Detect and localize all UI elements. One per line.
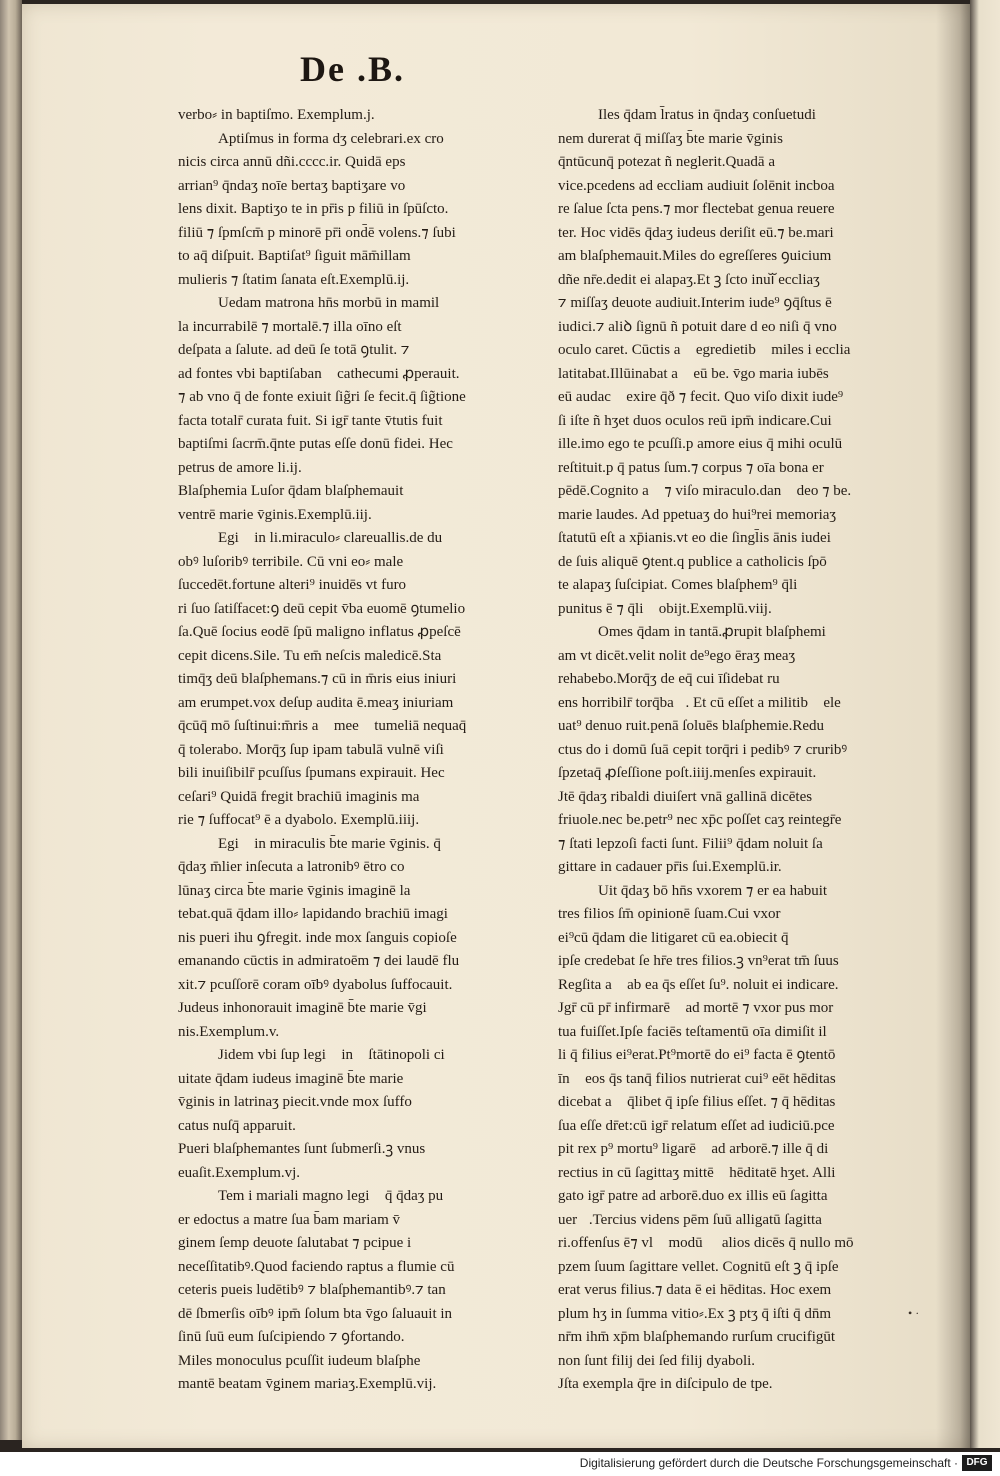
text-line: am blaſphemauit.Miles do egreſſeres ꝯuicium — [558, 248, 832, 264]
text-line: tebat.quā q̄dam illo⸗ lapidando brachiū imagi — [178, 906, 448, 922]
text-line: Egiᷓ in li.miraculo⸗ clareuallis.de du — [218, 530, 443, 546]
text-line: marie laudes. Ad ppetuaʒ do hui⁹rei memoriaʒ — [558, 506, 837, 523]
footer-credit: Digitalisierung gefördert durch die Deutsche Forschungsgemeinschaft · — [579, 1456, 958, 1470]
text-line: te alapaʒ ſuſcipiat. Comes blaſphem⁹ q̄liᷓ — [558, 577, 809, 593]
text-line: ſinū ſuū eum ſuſcipiendo ⁊ ꝯfortando. — [178, 1329, 405, 1345]
text-line: q̄cūq̄ mō ſuſtinui:m̄ris aᷓ mee ꝯtumeliā nequaq̄ — [178, 718, 467, 734]
text-line: non ſunt filij dei ſed filij dyaboli. — [558, 1352, 756, 1369]
text-line: ginem ſemp deuote ſalutabat ⁊ pcipue i — [178, 1235, 412, 1251]
text-line: iudici.⁊ aliꝺ ſignū ñ potuit dare d eo niſi q̄ vno — [558, 318, 837, 335]
text-line: Uit q̄daʒ bō hn̄s vxorem ⁊ er ea habuit — [598, 882, 828, 899]
text-line: oculo caret. Cūctis aᷓ egredietibꝰ miles i ecclia — [558, 342, 851, 358]
text-line: Iles q̄dam l̄ratus in q̄ndaʒ conſuetudi — [598, 107, 816, 123]
text-line: nem durerat q̄ miſſaʒ b̄te marie v̄ginis — [558, 130, 783, 147]
text-line: vice.pcedens ad eccliam audiuit ſolēnit incboa — [558, 177, 835, 194]
text-line: q̄ntūcunq̄ potezat ñ neglerit.Quadā aᷓ — [558, 154, 787, 170]
text-line: Blaſphemia Luſor q̄dam blaſphemauit — [178, 483, 404, 499]
text-line: Jtē q̄daʒ ribaldi diuiſert vnā gallinā dicētes — [558, 788, 813, 805]
text-line: reſtituit.p q̄ patus ſum.⁊ corpus ⁊ oīa bona er — [558, 459, 824, 476]
text-line: euaſit.Exemplum.vj. — [178, 1164, 301, 1181]
text-line: Tem i mariali magno legiᷓ q̄ q̄daʒ pu — [218, 1188, 444, 1204]
text-line: Aptiſmus in forma dʒ celebrari.ex cro — [218, 130, 444, 147]
text-line: Jgr̄ cū pr̄ infirmarēᷓ ad mortē ⁊ vxor pus mor — [558, 1000, 834, 1016]
text-line: erat verus filius.⁊ data ē ei hēditas. Hoc exem — [558, 1282, 832, 1298]
text-line: lūnaʒ circa b̄te marie v̄ginis imaginē la — [178, 882, 411, 899]
text-line: rehabebo.Morq̄ʒ de eq̄ cui īſidebat ru — [558, 671, 780, 687]
text-line: neceſſitatibꝰ.Quod faciendo raptus a flumie cū — [178, 1258, 455, 1275]
text-line: re ſalue ſcta pens.⁊ mor flectebat genua reuere — [558, 201, 835, 217]
text-line: petrus de amore li.ij. — [178, 459, 302, 476]
text-line: verbo⸗ in baptiſmo. Exemplum.j. — [178, 107, 375, 123]
text-line: pzem ſuum ſagittare vellet. Cognitū eſt ꝫ q̄ ipſe — [558, 1258, 839, 1275]
text-line: ceſari⁹ Quidā fregit brachiū imaginis ma — [178, 788, 420, 805]
text-line: cepit dicens.Sile. Tu em̄ neſcis maledicē.Sta — [178, 647, 442, 664]
text-line: bili inuiſibilr̄ pcuſſus ſpumans expirauit. Hec — [178, 765, 445, 781]
text-line: obꝰ luſoribꝰ terribile. Cū vni eo⸗ male — [178, 553, 404, 570]
text-line: Judeus inhonorauit imaginē b̄te marie v̄gi — [178, 1000, 427, 1016]
text-line: Egiᷓ in miraculis b̄te marie v̄ginis. q̄ — [218, 835, 441, 852]
text-line: ſa.Quē ſocius eodē ſpū maligno inflatus ꝓpeſcē — [178, 624, 461, 640]
text-line: ei⁹cū q̄dam die litigaret cū ea.obiecit q̄ — [558, 929, 789, 946]
text-line: pit rex p⁹ mortu⁹ ligarēᷓ ad arborē.⁊ ille q̄ di — [558, 1141, 829, 1157]
text-line: ventrē marie v̄ginis.Exemplū.iij. — [178, 506, 372, 523]
text-line: dē ſbmerſis oībꝰ ipm̄ ſolum bta v̄go ſaluauit in — [178, 1305, 453, 1322]
page-marks: • · — [908, 1306, 920, 1320]
text-line: gato igr̄ patre ad arborē.duo ex illis eū ſagitta — [558, 1188, 828, 1204]
text-line: mantē beatam v̄ginem mariaʒ.Exemplū.vij. — [178, 1376, 437, 1392]
text-line: īnᷓ eos q̄s tanq̄ filios nutrierat cui⁹ eēt hēditas — [558, 1070, 836, 1087]
text-line: Omes q̄dam in tantā.ꝓrupit blaſphemi — [598, 624, 826, 640]
text-line: punitus ē ⁊ q̄liᷓ obijt.Exemplū.viij. — [558, 600, 772, 617]
text-line: am erumpet.vox deſup audita ē.meaʒ iniuriam — [178, 694, 454, 711]
facing-page-edge — [970, 0, 1000, 1448]
text-line: ceteris pueis ludētibꝰ ⁊ blaſphemantibꝰ.⁊ tan — [178, 1282, 446, 1298]
text-line: er edoctus a matre ſua b̄am mariam v̄ — [178, 1211, 400, 1228]
text-line: Miles monoculus pcuſſit iudeum blaſphe — [178, 1352, 421, 1369]
text-line: uitate q̄dam iudeus imaginē b̄te marie — [178, 1070, 404, 1087]
text-line: q̄daʒ m̄lier inſecuta a latronibꝰ ētro co — [178, 859, 405, 875]
book-left-edge — [0, 0, 22, 1440]
text-line: tres filios ſm̄ opinionē ſuam.Cui vxor — [558, 906, 781, 922]
text-line: ⁊ ſtati lepzoſi facti ſunt. Filii⁹ q̄dam noluit ſa — [558, 835, 823, 852]
text-line: latitabat.Illūinabat aᷓ eū be. v̄go maria iubēs — [558, 365, 829, 382]
text-line: nis.Exemplum.v. — [178, 1023, 280, 1040]
text-line: baptiſmi ſacrm̄.q̄nte putas eſſe donū fidei. Hec — [178, 436, 453, 452]
page-header: De .B. — [300, 49, 405, 89]
text-line: ſtatutū eſt a xp̄ianis.vt eo die ſingl̄is ānis iudei — [558, 530, 831, 546]
text-line: ctus do i domū ſuā cepit torq̄ri i pedibꝰ ⁊ cruribꝰ — [558, 741, 848, 758]
text-line: nis pueri ihu ꝯfregit. inde mox ſanguis copioſe — [178, 929, 457, 946]
text-line: pēdē.Cognito aᷓ ⁊ viſo miraculo.danᷓ deo ⁊ be. — [558, 483, 852, 499]
text-line: ter. Hoc vidēs q̄daʒ iudeus deriſit eū.⁊ be.mari — [558, 224, 834, 241]
text-line: mulieris ⁊ ſtatim ſanata eſt.Exemplū.ij. — [178, 271, 410, 288]
text-line: ſuccedēt.fortune alteri⁹ inuidēs vt furo — [178, 577, 407, 593]
text-line: xit.⁊ pcuſſorē coram oībꝰ dyabolus ſuffocauit. — [178, 976, 453, 993]
text-line: Jidem vbi ſup legiᷓ in ꝯſtātinopoli ci — [218, 1047, 445, 1063]
text-line: v̄ginis in latrinaʒ piecit.vnde mox ſuffo — [178, 1094, 412, 1110]
text-line: de ſuis aliquē ꝯtent.q publice a catholicis ſpō — [558, 553, 827, 570]
text-line: am vt dicēt.velit nolit de⁹ego ēraʒ meaʒ — [558, 647, 796, 664]
text-line: rie ⁊ ſuffocat⁹ ē a dyabolo. Exemplū.iiij. — [178, 812, 420, 828]
text-line: ri ſuo ſatiſfacet:ꝯ deū cepit v̄ba euomē ꝯtumelio — [178, 600, 466, 617]
right-text-column — [558, 104, 908, 1397]
text-line: eū audacᷓ exire q̄ð ⁊ fecit. Quo viſo dixit iude⁹ — [558, 389, 844, 405]
text-line: ſpzetaq̄ ꝓſeſſione poſt.iiij.menſes expirauit. — [558, 765, 817, 781]
text-line: Regſita aᷓ ab ea q̄s eſſet ſu⁹. noluit ei indicare. — [558, 976, 839, 993]
text-line: ille.imo ego te pcuſſi.p amore eius q̄ mihi oculū — [558, 436, 843, 452]
text-line: Uedam matrona hn̄s morbū in mamil — [218, 295, 440, 311]
text-line: Jſta exempla q̄re in diſcipulo de tpe. — [558, 1376, 773, 1392]
text-line: uat⁹ denuo ruit.penā ſoluēs blaſphemie.Redu — [558, 718, 824, 734]
text-line: ſi iſte ñ hʒet duos oculos reū ipm̄ indicare.Cui — [558, 412, 832, 429]
text-line: ⁊ ab vno q̄ de fonte exiuit ſig̃ri ſe fecit.q̄ ſig̃tione — [178, 389, 466, 405]
text-line: uerᷓ.Tercius videns pēm ſuū alligatū ſagitta — [558, 1211, 822, 1228]
left-text-column — [178, 104, 518, 1397]
text-line: plum hʒ in ſumma vitio⸗.Ex ꝫ ptʒ q̄ iſti q̄ dn̄m — [558, 1305, 832, 1322]
text-line: dicebat aᷓ q̄libet q̄ ipſe filius eſſet. ⁊ q̄ hēditas — [558, 1094, 836, 1110]
text-line: nicis circa annū dñi.cccc.ir. Quidā eps — [178, 154, 406, 170]
footer-bar — [0, 1452, 1000, 1476]
text-line: la incurrabilē ⁊ mortalē.⁊ illa oīno eſt — [178, 318, 402, 335]
text-line: deſpata a ſalute. ad deū ſe totā ꝯtulit. ⁊ — [178, 342, 410, 358]
text-line: ri.offenſus ē⁊ vlᷓ modū ꝯ alios dicēs q̄ nullo mō — [558, 1235, 854, 1251]
text-line: rectius in cū ſagittaʒ mittēᷓ hēditatē hʒet. Alli — [558, 1164, 836, 1181]
text-line: ſua eſſe dr̄et:cū igr̄ relatum eſſet ad iudiciū.pce — [558, 1117, 835, 1134]
text-line: facta totalr̄ curata fuit. Si igr̄ tante v̄tutis fuit — [178, 412, 443, 429]
text-line: emanando cūctis in admiratoēm ⁊ dei laudē flu — [178, 953, 460, 969]
dfg-logo: DFG — [962, 1455, 992, 1471]
text-line: dñe nr̄e.dedit ei alapaʒ.Et ꝫ ſcto inuiᷓ eccliaʒ — [558, 271, 820, 288]
text-line: tua fuiſſet.Ipſe faciēs teſtamentū oīa dimiſit il — [558, 1023, 827, 1040]
text-line: ens horribilr̄ torq̄baᷓ. Et cū eſſet a militibꝰ ele — [558, 694, 841, 711]
text-line: lens dixit. Baptiʒo te in pr̄is p filiū in ſpūſcto. — [178, 201, 449, 217]
text-line: Pueri blaſphemantes ſunt ſubmerſi.ꝫ vnus — [178, 1141, 426, 1157]
text-line: catus nuſq̄ apparuit. — [178, 1117, 296, 1134]
text-line: friuole.nec be.petr⁹ nec xp̄c poſſet caʒ reintegr̄e — [558, 812, 842, 828]
text-line: ad fontes vbi baptiſabanᷓ cathecumi ꝓperauit. — [178, 365, 460, 382]
text-line: gittare in cadauer pr̄is ſui.Exemplū.ir. — [558, 859, 782, 875]
text-line: arrian⁹ q̄ndaʒ noīe bertaʒ baptiʒare vo — [178, 177, 406, 194]
text-line: to aq̄ diſpuit. Baptiſat⁹ ſiguit mām̄illam — [178, 248, 411, 264]
text-line: q̄ tolerabo. Morq̄ʒ ſup ipam tabulā vulnē viſi — [178, 741, 444, 758]
text-line: ⁊ miſſaʒ deuote audiuit.Interim iude⁹ ꝯq̄ſtus ē — [558, 295, 832, 311]
text-line: nr̄m ihm̄ xp̄m blaſphemando rurſum crucifigūt — [558, 1329, 836, 1345]
text-line: li q̄ filius ei⁹erat.Pt⁹mortē do ei⁹ facta ē ꝯtentō — [558, 1047, 836, 1063]
text-line: filiū ⁊ ſpmſcm̄ p minorē pr̄i ond̄ē volens.⁊ ſubi — [178, 224, 456, 241]
text-line: ipſe credebat ſe hr̄e tres filios.ꝫ vn⁹erat tm̄ ſuus — [558, 953, 839, 969]
text-line: timq̄ʒ deū blaſphemans.⁊ cū in m̄ris eius iniuri — [178, 671, 457, 687]
